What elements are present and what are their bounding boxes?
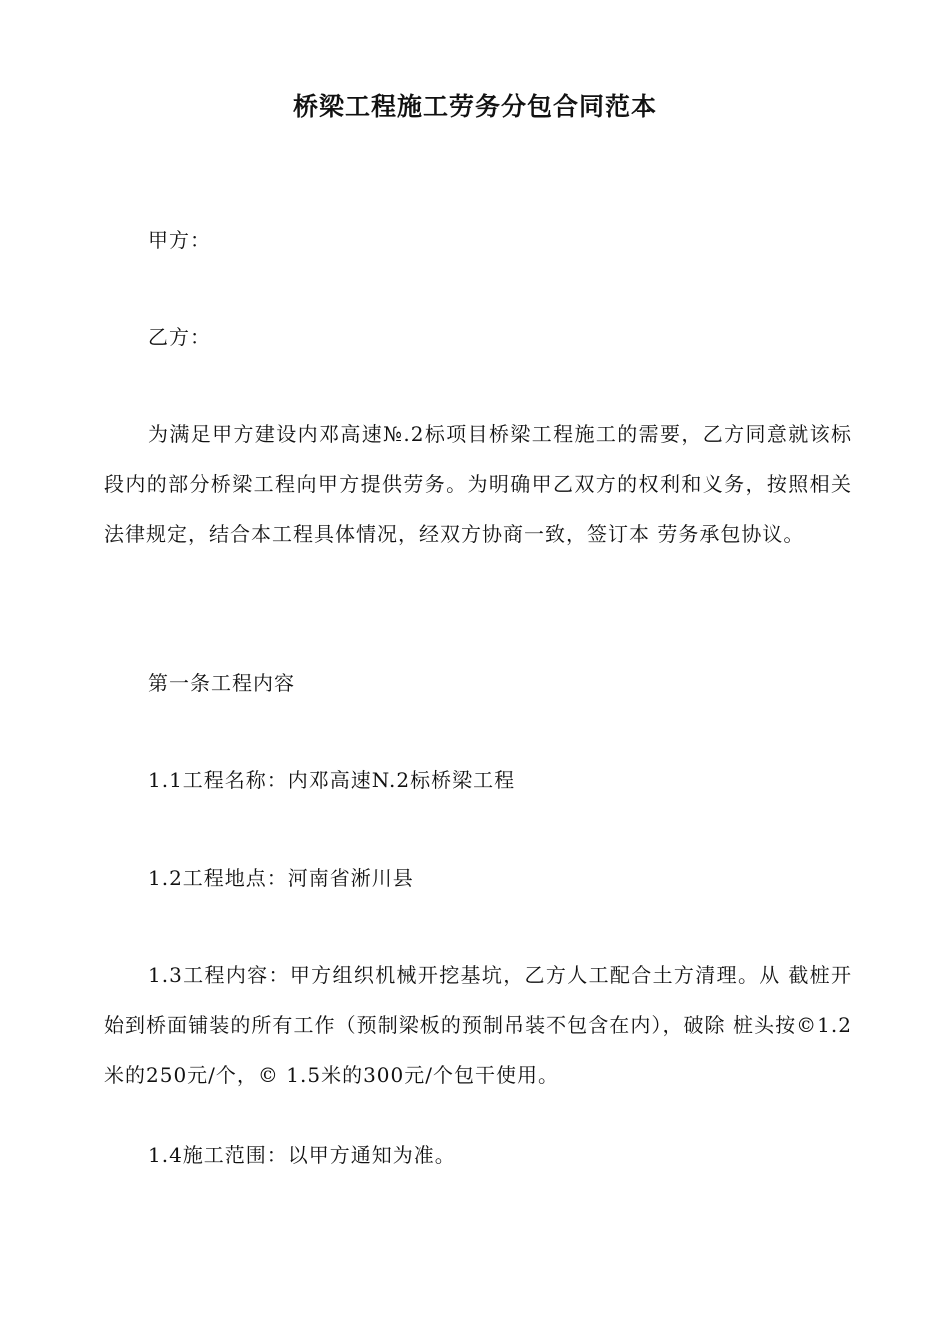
intro-paragraph: 为满足甲方建设内邓高速№.2标项目桥梁工程施工的需要，乙方同意就该标段内的部分桥梁工程向甲方提供劳务。为明确甲乙双方的权利和义务，按照相关法律规定，结合本工程具体情况，经双方协商一致，签订本 劳务承包协议。: [104, 422, 852, 546]
document-title: 桥梁工程施工劳务分包合同范本: [292, 91, 657, 121]
article-1-heading: 第一条工程内容: [148, 671, 295, 695]
clause-1-4: 1.4施工范围：以甲方通知为准。: [148, 1143, 456, 1167]
clause-1-1: 1.1工程名称：内邓高速N.2标桥梁工程: [148, 768, 516, 792]
clause-1-2: 1.2工程地点：河南省淅川县: [148, 866, 414, 890]
party-b-line: 乙方：: [148, 325, 211, 349]
party-a-line: 甲方：: [148, 228, 211, 252]
clause-1-3: 1.3工程内容：甲方组织机械开挖基坑，乙方人工配合土方清理。从 截桩开始到桥面铺装的所有工作（预制梁板的预制吊装不包含在内），破除 桩头按©1.2米的250元/个，© 1.5米的300元/个包干使用。: [104, 963, 852, 1087]
